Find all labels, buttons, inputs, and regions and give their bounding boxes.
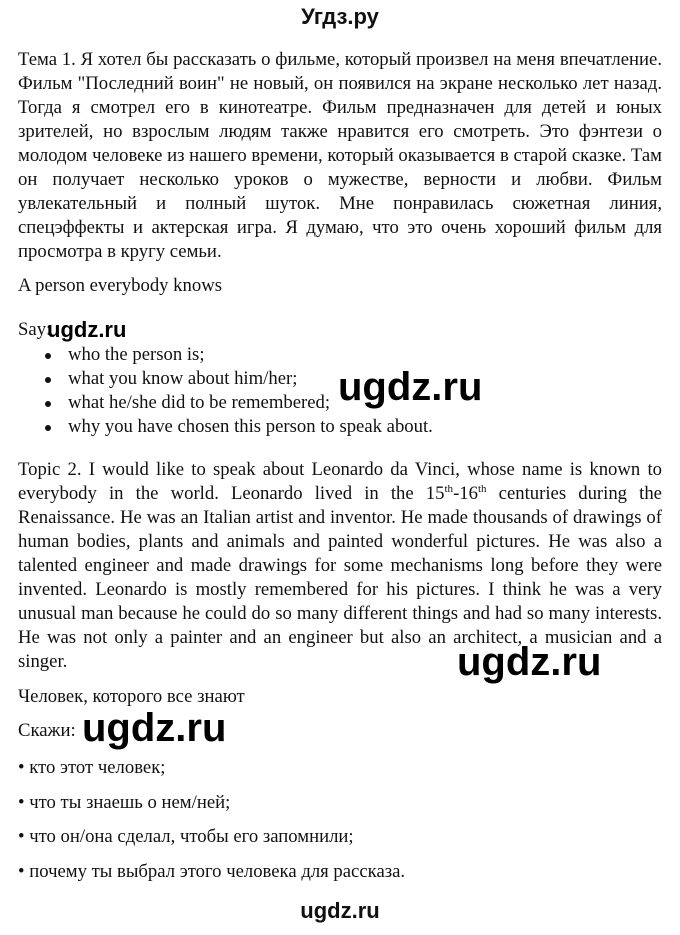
bullet-dot-icon [45, 425, 51, 431]
watermark-left: ugdz.ru [82, 706, 227, 750]
bullet-text: what you know about him/her; [68, 368, 298, 389]
bullet-dot-icon [45, 401, 51, 407]
site-footer: ugdz.ru [300, 898, 380, 923]
watermark-small: ugdz.ru [47, 317, 127, 342]
task-en-say-label: Say: [18, 319, 52, 340]
superscript-th-2: th [477, 482, 487, 495]
topic2-text-end: centuries during the Renaissance. He was an Italian artist and inventor. He made thousands of drawings of human bodies, plants and animals and painted wonderful pictures. He was also a talented engineer and made drawings for some mechanisms long before they were invented. Leonardo is mostly remembered for his pictures. I think he was a very unusual man because he could do so many different things and had so many interests. He was not only a painter and an engineer but also an architect, a musician and a singer. [18, 483, 662, 672]
superscript-th-1: th [444, 482, 454, 495]
bullet-dot-icon [45, 377, 51, 383]
task-en-heading: A person everybody knows [18, 275, 222, 296]
bullet-text: who the person is; [68, 344, 205, 365]
task-ru-heading: Человек, которого все знают [18, 686, 245, 707]
topic2-text-start: Topic 2. I would like to speak about Leonardo da Vinci, whose name is known to everybody in the world. Leonardo lived in the 15 [18, 459, 662, 504]
task-ru-say-label: Скажи: [18, 720, 76, 741]
task-ru-bullet-3: • что он/она сделал, чтобы его запомнили; [18, 826, 354, 847]
task-ru-bullet-2: • что ты знаешь о нем/ней; [18, 792, 231, 813]
task-ru-bullet-1: • кто этот человек; [18, 757, 166, 778]
task-ru-bullet-4: • почему ты выбрал этого человека для рассказа. [18, 861, 406, 882]
bullet-text: why you have chosen this person to speak about. [68, 416, 433, 437]
site-title: Угдз.ру [301, 4, 379, 29]
topic2-text-mid: -16 [453, 483, 478, 504]
topic1-paragraph: Тема 1. Я хотел бы рассказать о фильме, который произвел на меня впечатление. Фильм "Последний воин" не новый, он появился на экране несколько лет назад. Тогда я смотрел его в кинотеатре. Фильм предназначен для детей и юных зрителей, но взрослым людям также нравится его смотреть. Это фэнтези о молодом человеке из нашего времени, который оказывается в старой сказке. Там он получает несколько уроков о мужестве, верности и любви. Фильм увлекательный и полный шуток. Мне понравилась сюжетная линия, спецэффекты и актерская игра. Я думаю, что это очень хороший фильм для просмотра в кругу семьи. [18, 49, 662, 262]
watermark-middle: ugdz.ru [338, 365, 483, 409]
bullet-text: what he/she did to be remembered; [68, 392, 331, 413]
list-item [18, 415, 433, 439]
bullet-dot-icon [45, 353, 51, 359]
watermark-right: ugdz.ru [457, 640, 602, 684]
